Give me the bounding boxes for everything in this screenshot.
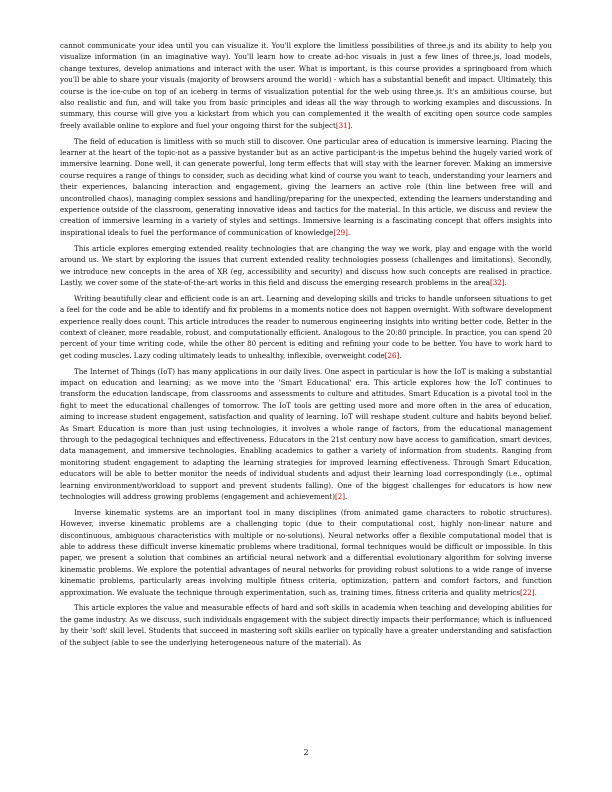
citation-link[interactable]: [32]: [489, 277, 505, 287]
citation-link[interactable]: [2]: [334, 492, 346, 501]
paragraph-end: .: [345, 492, 348, 501]
paragraph-extended-reality: [60, 243, 552, 289]
citation-link[interactable]: [26]: [384, 350, 400, 360]
paragraph-inverse-kinematics: [60, 507, 552, 598]
paragraph-writing-code: [60, 293, 552, 361]
paragraph-end: .: [399, 350, 402, 360]
paragraph-text: This article explores emerging extended reality technologies that are changing the way we work, play and engage with the world around us. We start by exploring the issues that current extended reality technologies possess (challenges and limitations). Secondly, we introduce new concepts in the area of XR (eg, accessibility and security) and discuss how such concepts are realised in practice. Lastly, we cover some of the state-of-the-art works in this field and discuss the emerging research problems in the area: [60, 243, 552, 287]
paragraph-end: .: [350, 120, 353, 130]
paragraph-immersive-learning: [60, 136, 552, 239]
paper-page: [60, 40, 552, 652]
paragraph-text: The Internet of Things (IoT) has many applications in our daily lives. One aspect in particular is how the IoT is making a substantial impact on education and learning; as we move into the 'Smart Educational' era. This article explores how the IoT continues to transform the education landscape, from classrooms and assessments to culture and attitudes. Smart Education is a pivotal tool in the fight to meet the educational challenges of tomorrow. The IoT tools are getting used more and more often in the area of education, aiming to increase student engagement, satisfaction and quality of learning. IoT will reshape student culture and habits beyond belief. As Smart Education is more than just using technologies, it involves a whole range of factors, from the educational management through to the pedagogical techniques and effectiveness. Educators in the 21st century now have access to gamification, smart devices, data management, and immersive technologies. Enabling academics to gather a variety of information from students. Ranging from monitoring student engagement to adapting the learning strategies for improved learning effectiveness. Through Smart Education, educators will be able to better monitor the needs of individual students and adjust their learning load correspondingly (i.e., optimal learning environment/workload to support and prevent students falling). One of the biggest challenges for educators is how new technologies will address growing problems (engagement and achievement): [60, 366, 552, 501]
paragraph-text: This article explores the value and measurable effects of hard and soft skills in academia when teaching and developing abilities for the game industry. As we discuss, such individuals engagement with the subject directly impacts their performance; which is influenced by their 'soft' skill level. Students that succeed in mastering soft skills earlier on typically have a greater understanding and satisfaction of the subject (able to see the underlying heterogeneous nature of the material). As: [60, 603, 552, 647]
paragraph-text: The field of education is limitless with so much still to discover. One particular area of education is immersive learning. Placing the learner at the heart of the topic-not as a passive bystander but as an active participant-is the impetus behind the hugely varied work of immersive learning. Done well, it can generate powerful, long term effects that will stay with the learner forever. Making an immersive course requires a range of things to consider, such as deciding what kind of course you want to teach, understanding your learners and their experiences, balancing interaction and engagement, giving the learners an active role (thin line between free will and uncontrolled chaos), managing complex sessions and handling/preparing for the unexpected, extending the learners understanding and experience outside of the classroom, generating innovative ideas and tactics for the material. In this article, we discuss and review the creation of immersive learning in a variety of styles and settings. Immersive learning is a fascinating concept that offers insights into inspirational ideals to fuel the performance of communication of knowledge: [60, 136, 552, 237]
paragraph-soft-skills: [60, 602, 552, 648]
page-number: 2: [303, 748, 309, 757]
paragraph-text: Inverse kinematic systems are an important tool in many disciplines (from animated game characters to robotic structures). However, inverse kinematic problems are a challenging topic (due to their computational cost, highly non-linear nature and discontinuous, ambiguous characteristics with multiple or no-solutions). Neural networks offer a flexible computational model that is able to address these difficult inverse kinematic problems where traditional, formal techniques would be difficult or impossible. In this paper, we present a solution that combines an artificial neural network and a differential evolutionary algorithm for solving inverse kinematic problems. We explore the potential advantages of neural networks for providing robust solutions to a wide range of inverse kinematic problems, particularly areas involving multiple fitness criteria, optimization, pattern and comfort factors, and function approximation. We evaluate the technique through experimentation, such as, training times, fitness criteria and quality metrics: [60, 507, 552, 597]
paragraph-threejs-course: [60, 40, 552, 131]
paragraph-end: .: [504, 277, 507, 287]
paragraph-end: .: [534, 587, 537, 597]
citation-link[interactable]: [29]: [333, 227, 348, 237]
paragraph-iot-education: [60, 366, 552, 503]
paragraph-end: .: [347, 227, 351, 237]
citation-link[interactable]: [22]: [520, 587, 535, 597]
paragraph-text: cannot communicate your idea until you can visualize it. You'll explore the limitless possibilities of three.js and its ability to help you visualize information (in an imaginative way). You'll learn how to create ad-hoc visuals in just a few lines of three.js, load models, change textures, develop animations and interact with the user. What is important, is this course provides a springboard from which you'll be able to share your visuals (majority of browsers around the world) - which has a substantial benefit and impact. Ultimately, this course is the ice-cube on top of an iceberg in terms of visualization potential for the web using three.js. It's an ambitious course, but also realistic and fun, and will take you from basic principles and ideas all the way through to working examples and discussions. In summary, this course will give you a kickstart from which you can complemented it the wealth of exciting open source code samples freely available online to explore and fuel your ongoing thirst for the subject: [60, 41, 552, 130]
paragraph-text: Writing beautifully clear and efficient code is an art. Learning and developing skills and tricks to handle unforseen situations to get a feel for the code and be able to identify and fix problems in a moments notice does not happen overnight. With software development experience really does count. This article introduces the reader to numerous engineering insights into writing better code. Better in the context of cleaner, more readable, robust, and computationally efficient. Analogous to the 20:80 principle. In practice, you can spend 20 percent of your time writing code, while the other 80 percent is editing and refining your code to be better. You have to work hard to get coding muscles. Lazy coding ultimately leads to unhealthy, inflexible, overweight code: [60, 293, 552, 360]
citation-link[interactable]: [31]: [335, 120, 351, 130]
